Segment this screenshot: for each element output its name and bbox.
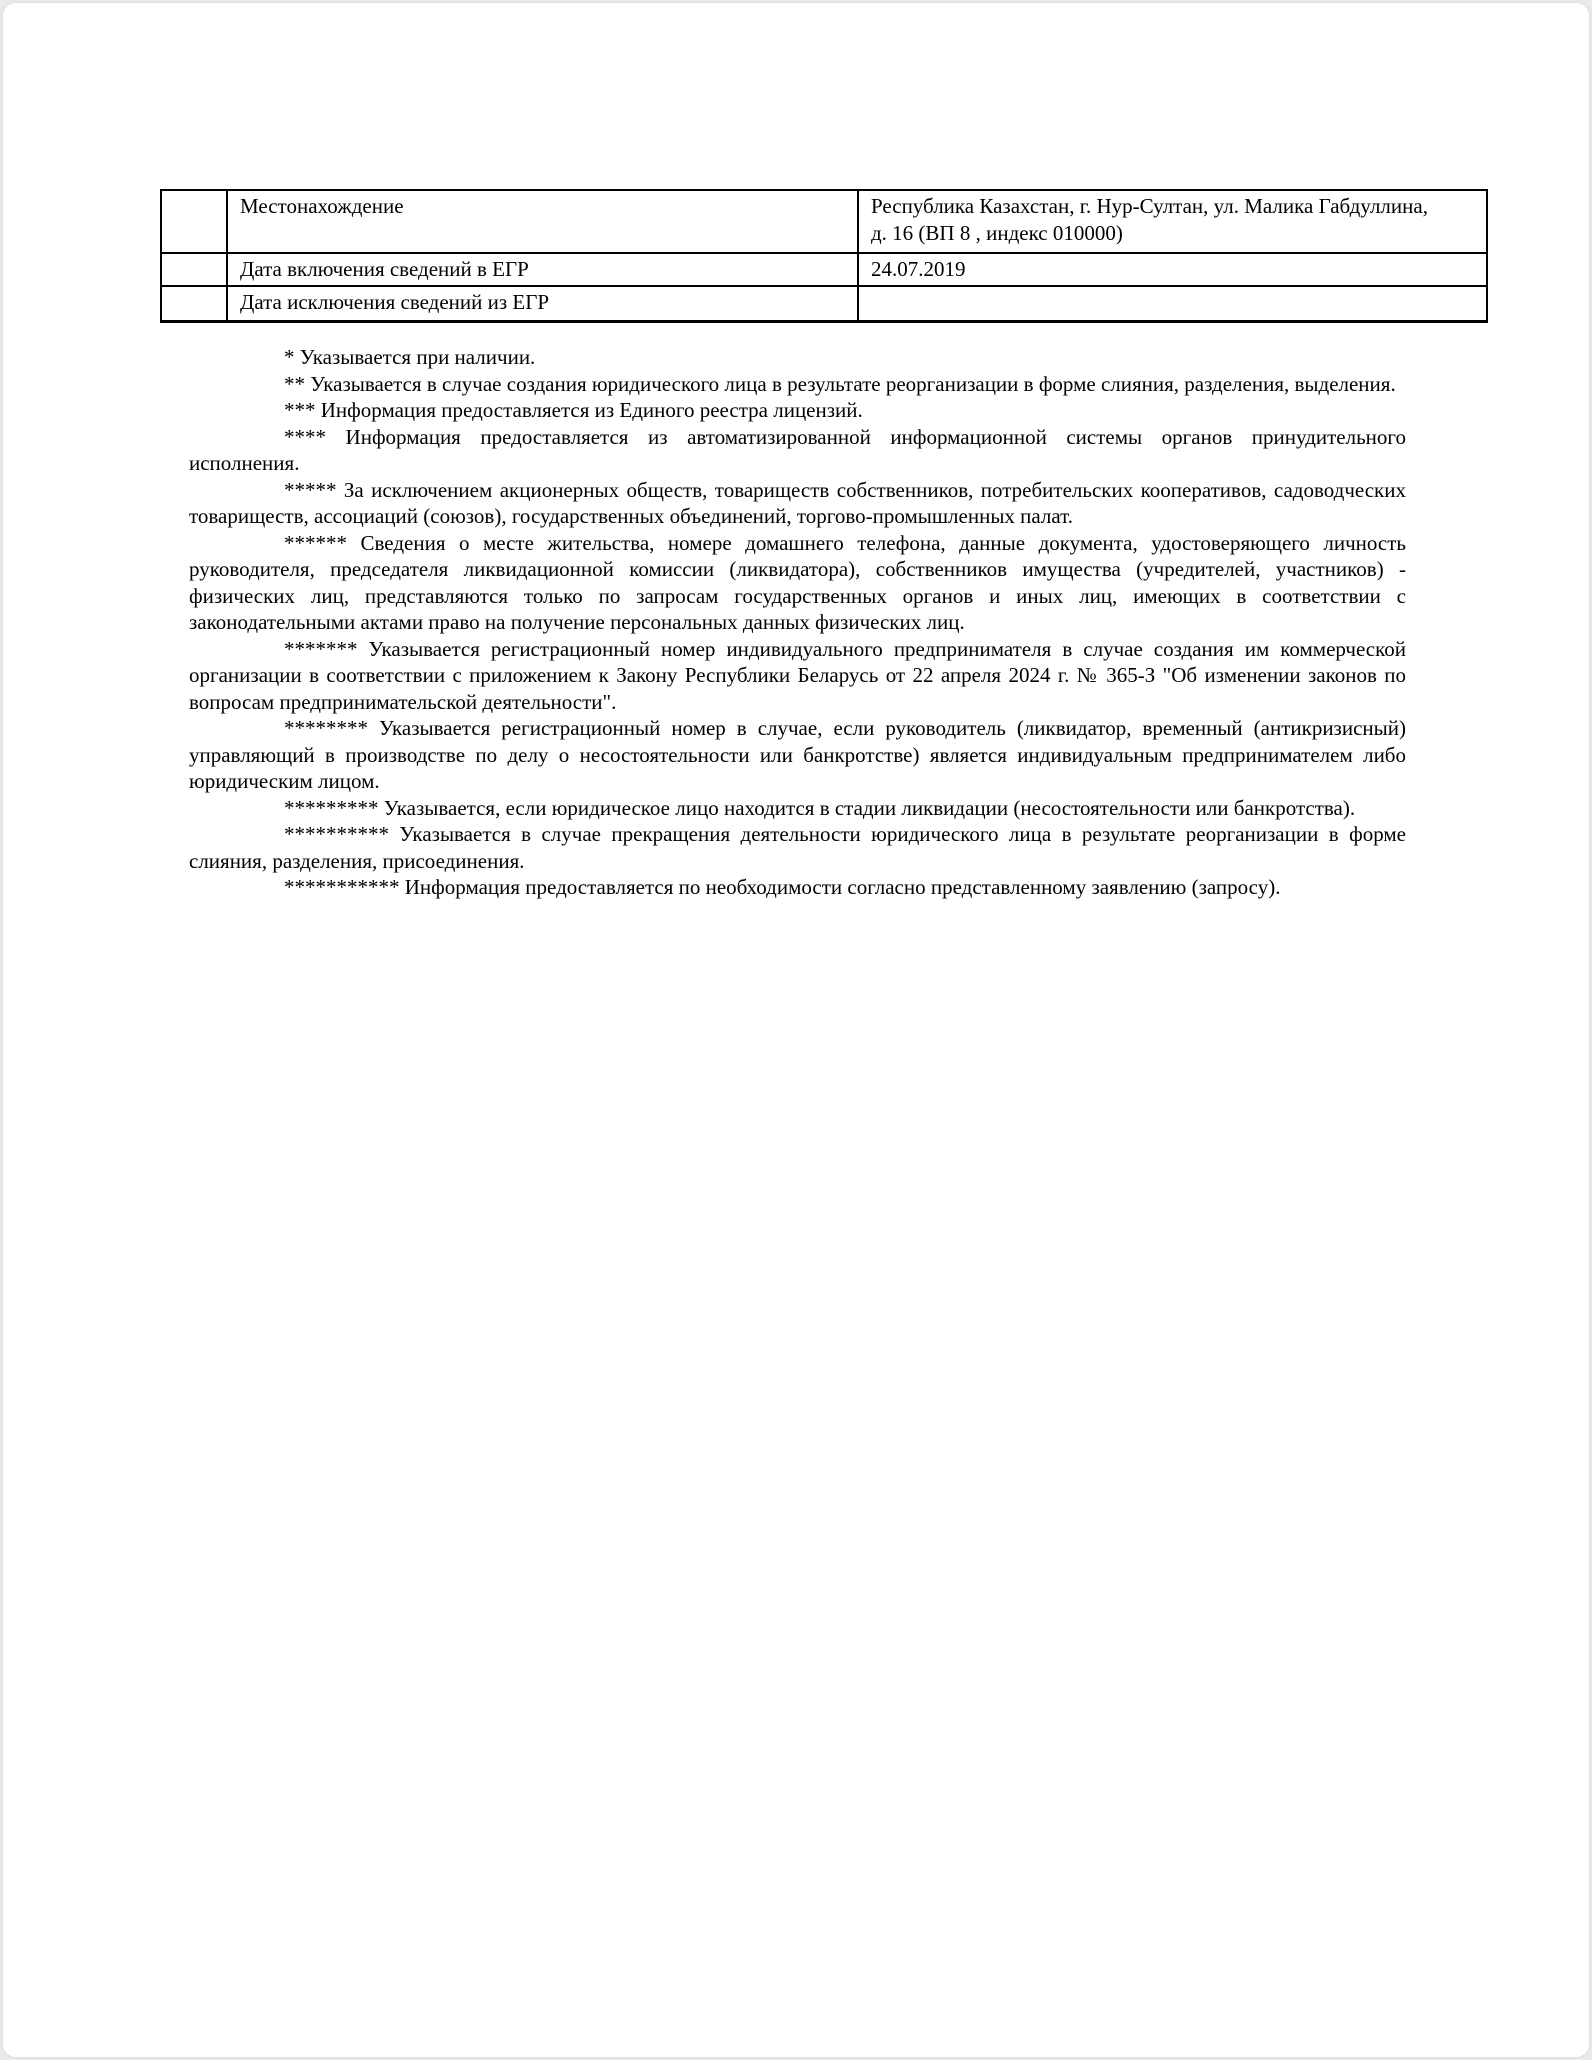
field-label-cell: Местонахождение bbox=[227, 190, 858, 253]
footnotes-block bbox=[189, 344, 1406, 901]
footnote: * Указывается при наличии. bbox=[284, 345, 536, 369]
footnote: ***** За исключением акционерных обществ, товариществ собственников, потребительских кооперативов, садоводческих товариществ, ассоциаций (союзов), государственных объединений, торгово-промышленных палат. bbox=[189, 477, 1406, 528]
footnote: ** Указывается в случае создания юридического лица в результате реорганизации в форме слияния, разделения, выделения. bbox=[284, 371, 1396, 396]
row-number-cell bbox=[161, 190, 227, 253]
footnote: ********* Указывается, если юридическое лицо находится в стадии ликвидации (несостоятельности или банкротства). bbox=[284, 795, 1356, 820]
field-label-cell: Дата включения сведений в ЕГР bbox=[227, 253, 858, 286]
footnote: ******* Указывается регистрационный номер индивидуального предпринимателя в случае создания им коммерческой организации в соответствии с приложением к Закону Республики Беларусь от 22 апреля 2024 г. № 365-З "Об изменении законов по вопросам предпринимательской деятельности". bbox=[189, 636, 1406, 714]
footnote: *********** Информация предоставляется по необходимости согласно представленному заявлению (запросу). bbox=[284, 875, 1281, 899]
table-row bbox=[161, 286, 1487, 321]
field-value-cell: 24.07.2019 bbox=[858, 253, 1487, 286]
field-label-cell: Дата исключения сведений из ЕГР bbox=[227, 286, 858, 321]
footnote: ******** Указывается регистрационный номер в случае, если руководитель (ликвидатор, временный (антикризисный) управляющий в производстве по делу о несостоятельности или банкротстве) является индивидуальным предпринимателем либо юридическим лицом. bbox=[189, 716, 1406, 793]
field-value-cell bbox=[858, 286, 1487, 321]
field-value-cell bbox=[858, 190, 1487, 253]
location-value: Республика Казахстан, г. Нур-Султан, ул. Малика Габдуллина, д. 16 (ВП 8 , индекс 010000) bbox=[871, 194, 1428, 245]
table-row bbox=[161, 190, 1487, 253]
registry-info-table bbox=[160, 189, 1488, 323]
row-number-cell bbox=[161, 253, 227, 286]
row-number-cell bbox=[161, 286, 227, 321]
footnote: *** Информация предоставляется из Единого реестра лицензий. bbox=[284, 398, 863, 422]
footnote: **** Информация предоставляется из автоматизированной информационной системы органов принудительного исполнения. bbox=[189, 424, 1406, 475]
footnote: ****** Сведения о месте жительства, номере домашнего телефона, данные документа, удостоверяющего личность руководителя, председателя ликвидационной комиссии (ликвидатора), собственников имущества (учредителей, участников) - физических лиц, представляются только по запросам государственных органов и иных лиц, имеющих в соответствии с законодательными актами право на получение персональных данных физических лиц. bbox=[189, 530, 1406, 634]
footnote: ********** Указывается в случае прекращения деятельности юридического лица в результате реорганизации в форме слияния, разделения, присоединения. bbox=[189, 822, 1406, 873]
table-row bbox=[161, 253, 1487, 286]
document-page bbox=[2, 2, 1590, 2058]
